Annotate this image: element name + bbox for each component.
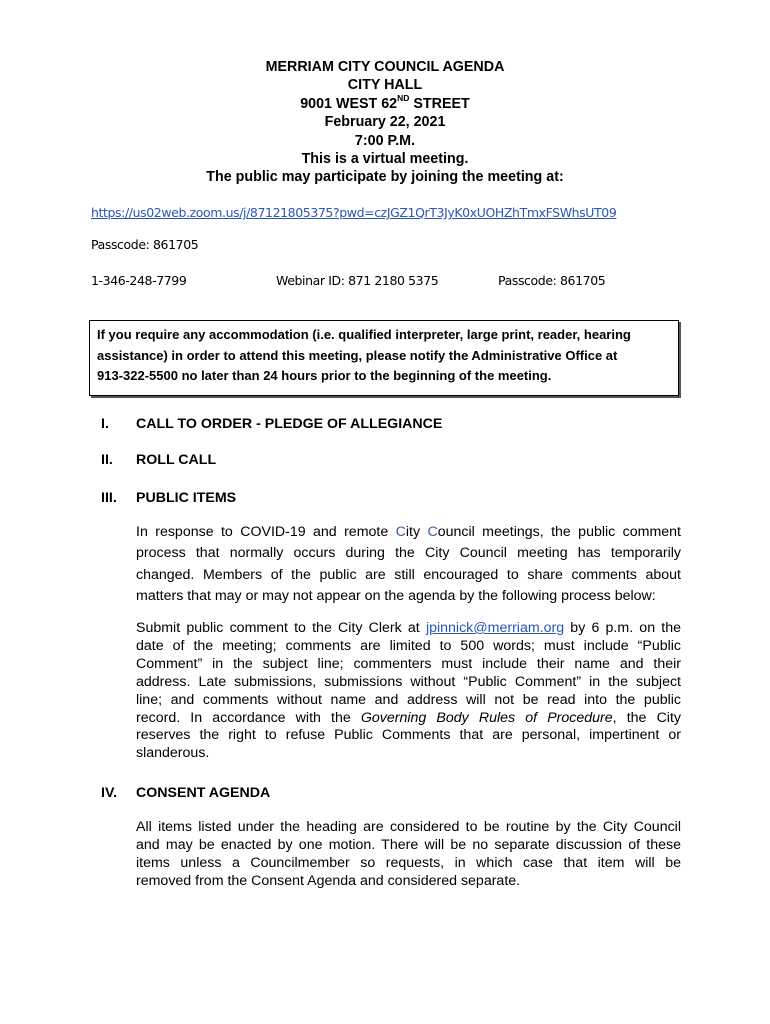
paragraph-line: Comment” in the subject line; commenters must include their name and their [136,655,681,672]
meeting-date: February 22, 2021 [324,114,446,131]
paragraph-line: removed from the Consent Agenda and considered separate. [136,872,521,889]
section-title-roll-call: ROLL CALL [136,452,217,468]
participate-notice: The public may participate by joining the meeting at: [206,169,564,186]
section-number: III. [101,490,117,506]
webinar-id: Webinar ID: 871 2180 5375 [276,273,439,288]
venue: CITY HALL [347,77,423,94]
section-number: IV. [101,785,118,801]
consent-agenda-text [136,819,681,891]
public-items-intro [136,522,681,607]
passcode-text: Passcode: 861705 [91,237,199,252]
public-comment-instructions [136,620,681,763]
agenda-title: MERRIAM CITY COUNCIL AGENDA [265,59,505,75]
paragraph-line: All items listed under the heading are considered to be routine by the City Council [136,819,681,835]
section-title-call-to-order: CALL TO ORDER - PLEDGE OF ALLEGIANCE [136,416,443,432]
paragraph-line: matters that may or may not appear on the agenda by the following process below: [136,587,656,604]
section-number: I. [101,416,109,432]
passcode-text-2: Passcode: 861705 [498,273,606,288]
clerk-email-link[interactable]: jpinnick@merriam.org [425,620,565,636]
paragraph-line: and may be enacted by one motion. There will be no separate discussion of these [136,836,681,853]
accommodation-line: If you require any accommodation (i.e. qualified interpreter, large print, reader, hearing [97,327,631,342]
paragraph-line: changed. Members of the public are still encouraged to share comments about [136,566,681,583]
accommodation-notice-box [89,320,679,396]
virtual-notice: This is a virtual meeting. [301,151,469,168]
paragraph-line: address. Late submissions, submissions without “Public Comment” in the subject [136,673,681,690]
accommodation-line: 913-322-5500 no later than 24 hours prior to the beginning of the meeting. [97,368,552,383]
paragraph-line: line; and comments without name and address will not be read into the public [136,691,681,708]
paragraph-line: In response to COVID-19 and remote City Council meetings, the public comment [136,524,681,540]
accommodation-line: assistance) in order to attend this meeting, please notify the Administrative Office at [97,347,618,363]
paragraph-line: record. In accordance with the Governing Body Rules of Procedure, the City [136,709,681,726]
zoom-meeting-link[interactable]: https://us02web.zoom.us/j/87121805375?pwd=czJGZ1QrT3JyK0xUOHZhTmxFSWhsUT09 [91,205,617,220]
paragraph-line: date of the meeting; comments are limited to 500 words; must include “Public [136,637,681,654]
paragraph-line: process that normally occurs during the City Council meeting has temporarily [136,545,681,562]
meeting-time: 7:00 P.M. [354,132,416,149]
section-number: II. [101,452,113,468]
address: 9001 WEST 62ND STREET [300,93,470,112]
agenda-header [0,58,770,187]
paragraph-line: slanderous. [136,745,210,762]
section-title-consent-agenda: CONSENT AGENDA [136,785,271,801]
section-title-public-items: PUBLIC ITEMS [136,490,237,506]
paragraph-line: Submit public comment to the City Clerk at jpinnick@merriam.org by 6 p.m. on the [136,620,681,636]
paragraph-line: reserves the right to refuse Public Comments that are personal, impertinent or [136,727,681,744]
phone-number: 1-346-248-7799 [91,273,187,288]
paragraph-line: items unless a Councilmember so requests, in which case that item will be [136,854,681,871]
